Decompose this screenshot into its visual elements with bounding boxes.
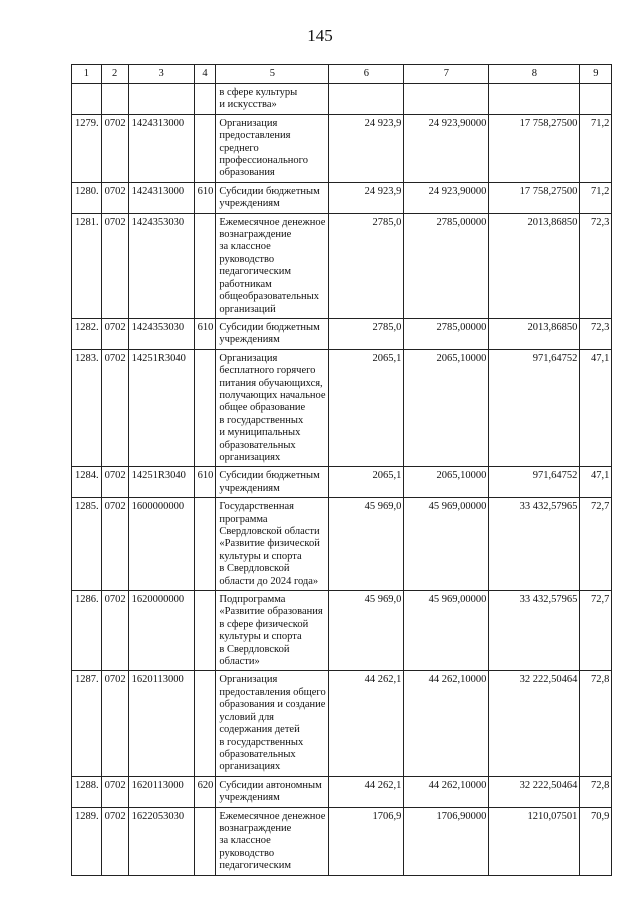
table-row bbox=[72, 213, 612, 318]
description-cell: Субсидии бюджетным учреждениям bbox=[216, 467, 329, 498]
target-article-cell: 1620113000 bbox=[128, 776, 194, 807]
table-row bbox=[72, 114, 612, 182]
expense-type-cell: 610 bbox=[194, 467, 216, 498]
table-row bbox=[72, 591, 612, 671]
table-row bbox=[72, 318, 612, 349]
percent-cell: 47,1 bbox=[580, 349, 612, 467]
percent-cell: 72,3 bbox=[580, 213, 612, 318]
table-row bbox=[72, 349, 612, 467]
executed-amount-cell: 32 222,50464 bbox=[489, 671, 580, 776]
table-row bbox=[72, 182, 612, 213]
target-article-cell: 1424353030 bbox=[128, 318, 194, 349]
table-row bbox=[72, 84, 612, 115]
percent-cell: 71,2 bbox=[580, 114, 612, 182]
percent-cell: 70,9 bbox=[580, 807, 612, 875]
expense-type-cell bbox=[194, 671, 216, 776]
table-row bbox=[72, 467, 612, 498]
description-cell: Организация предоставления общего образования и создание условий для содержания детей в государственных образовательных организациях bbox=[216, 671, 329, 776]
target-article-cell: 1424313000 bbox=[128, 182, 194, 213]
refined-amount-cell: 2785,00000 bbox=[404, 213, 489, 318]
section-code-cell: 0702 bbox=[101, 182, 128, 213]
section-code-cell: 0702 bbox=[101, 807, 128, 875]
column-header: 9 bbox=[580, 65, 612, 84]
column-header: 1 bbox=[72, 65, 102, 84]
refined-amount-cell: 24 923,90000 bbox=[404, 182, 489, 213]
description-cell: Подпрограмма «Развитие образования в сфере физической культуры и спорта в Свердловской области» bbox=[216, 591, 329, 671]
percent-cell bbox=[580, 84, 612, 115]
column-header: 7 bbox=[404, 65, 489, 84]
approved-amount-cell: 44 262,1 bbox=[329, 776, 404, 807]
approved-amount-cell: 2065,1 bbox=[329, 467, 404, 498]
column-header: 5 bbox=[216, 65, 329, 84]
section-code-cell: 0702 bbox=[101, 213, 128, 318]
percent-cell: 71,2 bbox=[580, 182, 612, 213]
expense-type-cell bbox=[194, 213, 216, 318]
row-number-cell: 1281. bbox=[72, 213, 102, 318]
page-number: 145 bbox=[307, 26, 333, 45]
description-cell: Субсидии бюджетным учреждениям bbox=[216, 182, 329, 213]
expense-type-cell bbox=[194, 807, 216, 875]
executed-amount-cell: 1210,07501 bbox=[489, 807, 580, 875]
row-number-cell: 1283. bbox=[72, 349, 102, 467]
section-code-cell: 0702 bbox=[101, 318, 128, 349]
refined-amount-cell: 2065,10000 bbox=[404, 349, 489, 467]
approved-amount-cell: 44 262,1 bbox=[329, 671, 404, 776]
executed-amount-cell: 971,64752 bbox=[489, 467, 580, 498]
approved-amount-cell: 24 923,9 bbox=[329, 114, 404, 182]
row-number-cell bbox=[72, 84, 102, 115]
section-code-cell: 0702 bbox=[101, 776, 128, 807]
column-header: 2 bbox=[101, 65, 128, 84]
row-number-cell: 1287. bbox=[72, 671, 102, 776]
table-header-row bbox=[72, 65, 612, 84]
section-code-cell: 0702 bbox=[101, 467, 128, 498]
column-header: 4 bbox=[194, 65, 216, 84]
refined-amount-cell: 45 969,00000 bbox=[404, 498, 489, 591]
expense-type-cell: 610 bbox=[194, 182, 216, 213]
refined-amount-cell: 45 969,00000 bbox=[404, 591, 489, 671]
approved-amount-cell: 2785,0 bbox=[329, 213, 404, 318]
target-article-cell: 1622053030 bbox=[128, 807, 194, 875]
expense-type-cell: 610 bbox=[194, 318, 216, 349]
approved-amount-cell: 24 923,9 bbox=[329, 182, 404, 213]
refined-amount-cell: 44 262,10000 bbox=[404, 776, 489, 807]
target-article-cell: 14251R3040 bbox=[128, 349, 194, 467]
percent-cell: 72,8 bbox=[580, 671, 612, 776]
expense-type-cell bbox=[194, 114, 216, 182]
row-number-cell: 1282. bbox=[72, 318, 102, 349]
refined-amount-cell: 24 923,90000 bbox=[404, 114, 489, 182]
row-number-cell: 1288. bbox=[72, 776, 102, 807]
target-article-cell: 14251R3040 bbox=[128, 467, 194, 498]
percent-cell: 47,1 bbox=[580, 467, 612, 498]
target-article-cell: 1600000000 bbox=[128, 498, 194, 591]
executed-amount-cell: 2013,86850 bbox=[489, 213, 580, 318]
approved-amount-cell: 1706,9 bbox=[329, 807, 404, 875]
approved-amount-cell: 45 969,0 bbox=[329, 591, 404, 671]
target-article-cell bbox=[128, 84, 194, 115]
description-cell: Ежемесячное денежное вознаграждение за классное руководство педагогическим bbox=[216, 807, 329, 875]
target-article-cell: 1620113000 bbox=[128, 671, 194, 776]
table-body bbox=[72, 84, 612, 876]
percent-cell: 72,3 bbox=[580, 318, 612, 349]
column-header: 6 bbox=[329, 65, 404, 84]
row-number-cell: 1280. bbox=[72, 182, 102, 213]
description-cell: Организация предоставления среднего профессионального образования bbox=[216, 114, 329, 182]
target-article-cell: 1424353030 bbox=[128, 213, 194, 318]
approved-amount-cell bbox=[329, 84, 404, 115]
column-header: 3 bbox=[128, 65, 194, 84]
refined-amount-cell bbox=[404, 84, 489, 115]
executed-amount-cell: 33 432,57965 bbox=[489, 498, 580, 591]
executed-amount-cell: 17 758,27500 bbox=[489, 114, 580, 182]
table-row bbox=[72, 776, 612, 807]
expense-type-cell bbox=[194, 591, 216, 671]
target-article-cell: 1620000000 bbox=[128, 591, 194, 671]
section-code-cell: 0702 bbox=[101, 671, 128, 776]
row-number-cell: 1279. bbox=[72, 114, 102, 182]
refined-amount-cell: 1706,90000 bbox=[404, 807, 489, 875]
executed-amount-cell: 17 758,27500 bbox=[489, 182, 580, 213]
expense-type-cell bbox=[194, 349, 216, 467]
section-code-cell: 0702 bbox=[101, 349, 128, 467]
description-cell: Организация бесплатного горячего питания обучающихся, получающих начальное общее образование в государственных и муниципальных образовательных организациях bbox=[216, 349, 329, 467]
column-header: 8 bbox=[489, 65, 580, 84]
percent-cell: 72,7 bbox=[580, 591, 612, 671]
section-code-cell: 0702 bbox=[101, 114, 128, 182]
description-cell: Субсидии бюджетным учреждениям bbox=[216, 318, 329, 349]
expense-type-cell bbox=[194, 84, 216, 115]
row-number-cell: 1285. bbox=[72, 498, 102, 591]
expense-type-cell: 620 bbox=[194, 776, 216, 807]
executed-amount-cell bbox=[489, 84, 580, 115]
row-number-cell: 1289. bbox=[72, 807, 102, 875]
refined-amount-cell: 2065,10000 bbox=[404, 467, 489, 498]
refined-amount-cell: 44 262,10000 bbox=[404, 671, 489, 776]
section-code-cell bbox=[101, 84, 128, 115]
budget-table bbox=[71, 64, 612, 876]
expense-type-cell bbox=[194, 498, 216, 591]
target-article-cell: 1424313000 bbox=[128, 114, 194, 182]
table-row bbox=[72, 498, 612, 591]
section-code-cell: 0702 bbox=[101, 591, 128, 671]
section-code-cell: 0702 bbox=[101, 498, 128, 591]
row-number-cell: 1284. bbox=[72, 467, 102, 498]
table-row bbox=[72, 807, 612, 875]
percent-cell: 72,8 bbox=[580, 776, 612, 807]
percent-cell: 72,7 bbox=[580, 498, 612, 591]
executed-amount-cell: 32 222,50464 bbox=[489, 776, 580, 807]
description-cell: Государственная программа Свердловской области «Развитие физической культуры и спорта в Свердловской области до 2024 года» bbox=[216, 498, 329, 591]
refined-amount-cell: 2785,00000 bbox=[404, 318, 489, 349]
table-row bbox=[72, 671, 612, 776]
approved-amount-cell: 45 969,0 bbox=[329, 498, 404, 591]
executed-amount-cell: 33 432,57965 bbox=[489, 591, 580, 671]
description-cell: Субсидии автономным учреждениям bbox=[216, 776, 329, 807]
approved-amount-cell: 2785,0 bbox=[329, 318, 404, 349]
description-cell: в сфере культуры и искусства» bbox=[216, 84, 329, 115]
executed-amount-cell: 971,64752 bbox=[489, 349, 580, 467]
approved-amount-cell: 2065,1 bbox=[329, 349, 404, 467]
description-cell: Ежемесячное денежное вознаграждение за классное руководство педагогическим работникам общеобразовательных организаций bbox=[216, 213, 329, 318]
executed-amount-cell: 2013,86850 bbox=[489, 318, 580, 349]
row-number-cell: 1286. bbox=[72, 591, 102, 671]
